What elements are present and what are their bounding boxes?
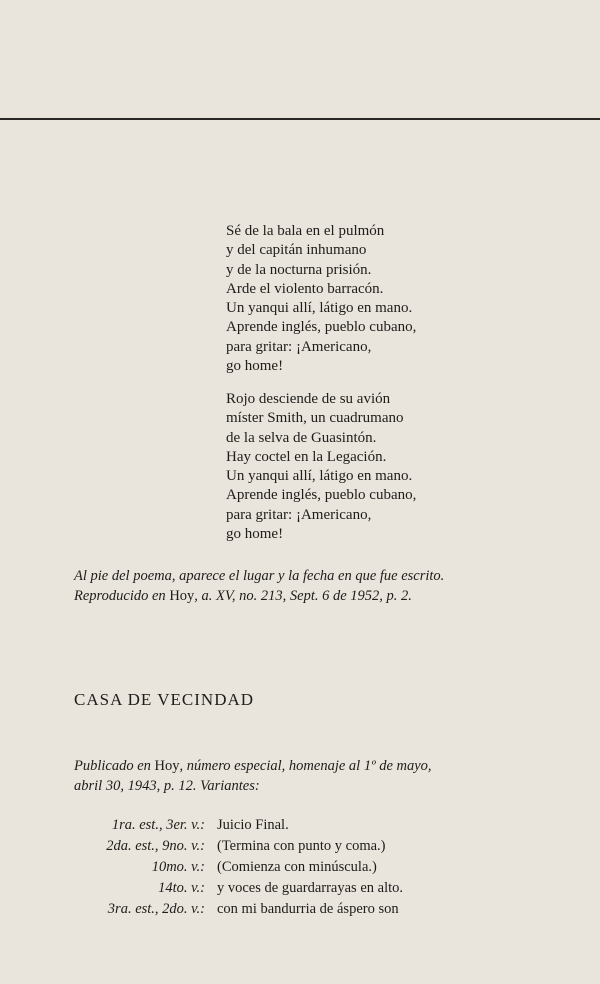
note-line [74, 586, 574, 606]
poem-line: Un yanqui allí, látigo en mano. [226, 300, 413, 317]
note-text: , a. XV, no. 213, Sept. 6 de 1952, p. 2. [194, 588, 412, 604]
variant-row [74, 878, 403, 899]
header-rule [0, 118, 600, 120]
poem-line: Aprende inglés, pueblo cubano, [226, 319, 417, 336]
variant-reference: 14to. v.: [158, 880, 205, 896]
newspaper-name: Hoy [169, 588, 195, 604]
poem-line: Hay coctel en la Legación. [226, 448, 387, 465]
newspaper-name: Hoy [154, 758, 180, 774]
section-title: CASA DE VECINDAD [74, 690, 255, 709]
note-line: Al pie del poema, aparece el lugar y la fecha en que fue escrito. [74, 568, 445, 584]
variant-text: y voces de guardarrayas en alto. [217, 880, 404, 896]
poem-line: para gritar: ¡Americano, [226, 506, 372, 523]
poem-line: y del capitán inhumano [226, 242, 367, 259]
note-text: Reproducido en [74, 588, 170, 604]
poem-line: Un yanqui allí, látigo en mano. [226, 468, 413, 485]
variant-reference: 10mo. v.: [151, 859, 205, 875]
poem-line: go home! [226, 526, 284, 543]
poem-line: Sé de la bala en el pulmón [226, 223, 385, 239]
variant-reference: 3ra. est., 2do. v.: [107, 901, 205, 917]
poem-line: go home! [226, 358, 284, 375]
variant-row [74, 899, 403, 920]
publication-note-2 [74, 756, 574, 796]
note-text: , número especial, homenaje al 1º de mayo, [179, 758, 432, 774]
note-text: Publicado en [74, 758, 155, 774]
variant-text: con mi bandurria de áspero son [217, 901, 399, 917]
poem-line: para gritar: ¡Americano, [226, 338, 372, 355]
variant-row [74, 836, 403, 857]
poem-line: y de la nocturna prisión. [226, 261, 372, 278]
variant-row [74, 815, 403, 836]
poem-stanza-2 [226, 390, 416, 544]
publication-note-1 [74, 566, 574, 606]
poem-line: de la selva de Guasintón. [226, 429, 377, 446]
variant-text: (Termina con punto y coma.) [217, 838, 386, 854]
variant-reference: 2da. est., 9no. v.: [106, 838, 205, 854]
variant-text: Juicio Final. [217, 817, 289, 833]
poem-line: Arde el violento barracón. [226, 280, 384, 297]
poem-line: Rojo desciende de su avión [226, 391, 391, 407]
variant-row [74, 857, 403, 878]
note-line [74, 756, 574, 776]
poem-line: Aprende inglés, pueblo cubano, [226, 487, 417, 504]
variant-reference: 1ra. est., 3er. v.: [111, 817, 205, 833]
poem-stanza-1 [226, 222, 416, 376]
variants-list [74, 815, 403, 920]
variant-text: (Comienza con minúscula.) [217, 859, 377, 875]
poem-line: míster Smith, un cuadrumano [226, 410, 404, 427]
note-line: abril 30, 1943, p. 12. Variantes: [74, 778, 260, 794]
